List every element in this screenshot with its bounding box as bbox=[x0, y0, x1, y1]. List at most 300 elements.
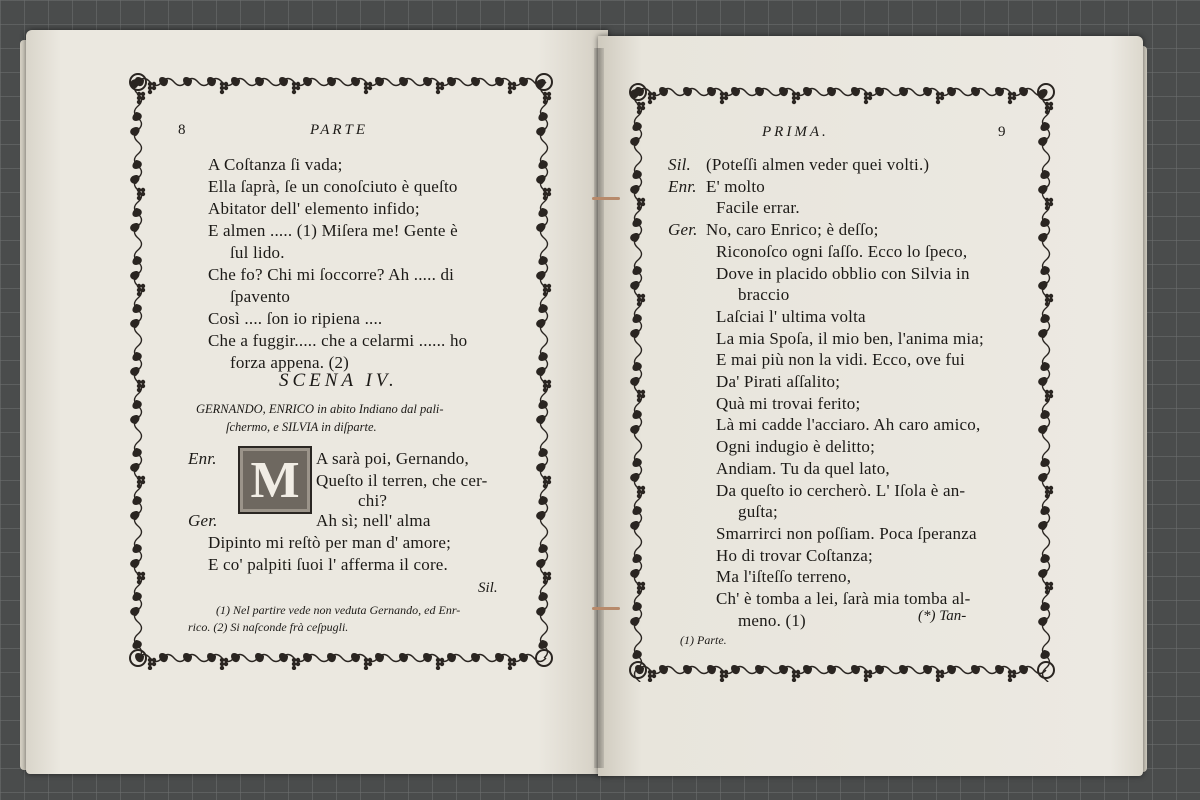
vine-leaf-icon bbox=[445, 651, 458, 664]
vine-leaf-icon bbox=[157, 651, 170, 664]
grape-icon bbox=[936, 92, 940, 96]
vine-leaf-icon bbox=[945, 85, 958, 98]
verse-line: chi? bbox=[358, 491, 388, 510]
grape-icon bbox=[1049, 394, 1053, 398]
grape-icon bbox=[641, 294, 645, 298]
grape-icon bbox=[152, 82, 156, 86]
grape-icon bbox=[637, 486, 641, 490]
grape-icon bbox=[148, 90, 152, 94]
vine-leaf-icon bbox=[535, 269, 548, 281]
vine-leaf-icon bbox=[629, 279, 642, 291]
speaker-label: Enr. bbox=[668, 176, 697, 196]
grape-icon bbox=[543, 484, 547, 488]
grape-icon bbox=[436, 90, 440, 94]
grape-icon bbox=[648, 674, 652, 678]
grape-icon bbox=[1045, 590, 1049, 594]
vine-leaf-icon bbox=[397, 651, 410, 664]
grape-icon bbox=[543, 480, 547, 484]
grape-icon bbox=[637, 206, 641, 210]
vine-leaf-icon bbox=[301, 651, 314, 664]
grape-icon bbox=[512, 82, 516, 86]
verse-line: Da' Pirati aſſalito; bbox=[716, 372, 841, 391]
grape-icon bbox=[637, 586, 641, 590]
grape-icon bbox=[137, 384, 141, 388]
grape-icon bbox=[637, 590, 641, 594]
grape-icon bbox=[148, 662, 152, 666]
grape-icon bbox=[724, 96, 728, 100]
vine-leaf-icon bbox=[129, 557, 142, 569]
vine-leaf-icon bbox=[493, 75, 506, 88]
vine-leaf-icon bbox=[1017, 85, 1030, 98]
grape-icon bbox=[512, 658, 516, 662]
vine-leaf-icon bbox=[157, 75, 170, 88]
verse-line: Ella ſaprà, ſe un conoſciuto è queſto bbox=[208, 177, 458, 196]
grape-icon bbox=[720, 100, 724, 104]
grape-icon bbox=[637, 298, 641, 302]
grape-icon bbox=[364, 666, 368, 670]
vine-leaf-icon bbox=[469, 651, 482, 664]
grape-icon bbox=[141, 188, 145, 192]
grape-icon bbox=[1045, 582, 1049, 586]
grape-icon bbox=[543, 100, 547, 104]
vine-leaf-icon bbox=[535, 461, 548, 473]
grape-icon bbox=[864, 96, 868, 100]
vine-leaf-icon bbox=[629, 471, 642, 483]
vine-leaf-icon bbox=[129, 317, 142, 329]
grape-icon bbox=[637, 102, 641, 106]
grape-icon bbox=[440, 658, 444, 662]
grape-icon bbox=[543, 384, 547, 388]
grape-icon bbox=[641, 486, 645, 490]
vine-leaf-icon bbox=[349, 75, 362, 88]
grape-icon bbox=[641, 198, 645, 202]
footnote: rico. (2) Si naſconde frà ceſpugli. bbox=[188, 620, 349, 634]
grape-icon bbox=[137, 92, 141, 96]
vine-leaf-icon bbox=[129, 269, 142, 281]
grape-icon bbox=[720, 92, 724, 96]
grape-icon bbox=[137, 292, 141, 296]
grape-icon bbox=[1049, 106, 1053, 110]
vine-leaf-icon bbox=[1017, 663, 1030, 676]
page-number: 8 bbox=[178, 122, 186, 138]
vine-leaf-icon bbox=[253, 75, 266, 88]
vine-leaf-icon bbox=[325, 651, 338, 664]
grape-icon bbox=[547, 476, 551, 480]
grape-icon bbox=[641, 202, 645, 206]
grape-icon bbox=[364, 82, 368, 86]
vine-leaf-icon bbox=[535, 365, 548, 377]
vine-leaf-icon bbox=[1037, 135, 1050, 147]
grape-icon bbox=[1049, 582, 1053, 586]
vine-leaf-icon bbox=[535, 605, 548, 617]
grape-icon bbox=[141, 288, 145, 292]
vine-leaf-icon bbox=[535, 317, 548, 329]
vine-leaf-icon bbox=[657, 85, 670, 98]
grape-icon bbox=[547, 96, 551, 100]
grape-icon bbox=[796, 96, 800, 100]
vine-leaf-icon bbox=[277, 75, 290, 88]
grape-icon bbox=[141, 96, 145, 100]
grape-icon bbox=[152, 662, 156, 666]
vine-leaf-icon bbox=[535, 125, 548, 137]
grape-icon bbox=[641, 106, 645, 110]
grape-icon bbox=[224, 86, 228, 90]
verse-line: E mai più non la vidi. Ecco, ove fui bbox=[716, 350, 965, 370]
grape-icon bbox=[1008, 674, 1012, 678]
grape-icon bbox=[940, 674, 944, 678]
vine-leaf-icon bbox=[129, 461, 142, 473]
vine-leaf-icon bbox=[535, 413, 548, 425]
vine-leaf-icon bbox=[229, 651, 242, 664]
grape-icon bbox=[292, 86, 296, 90]
grape-icon bbox=[543, 292, 547, 296]
vine-leaf-icon bbox=[517, 651, 530, 664]
grape-icon bbox=[940, 96, 944, 100]
grape-icon bbox=[364, 662, 368, 666]
grape-icon bbox=[1045, 106, 1049, 110]
grape-icon bbox=[637, 302, 641, 306]
vine-leaf-icon bbox=[993, 663, 1006, 676]
vine-leaf-icon bbox=[1037, 567, 1050, 579]
grape-icon bbox=[220, 658, 224, 662]
grape-icon bbox=[440, 662, 444, 666]
grape-icon bbox=[936, 96, 940, 100]
grape-icon bbox=[936, 100, 940, 104]
open-book bbox=[18, 22, 1153, 780]
grape-icon bbox=[364, 90, 368, 94]
speaker-label: Ger. bbox=[668, 220, 698, 240]
verse-line: Smarrirci non poſſiam. Poca ſperanza bbox=[716, 523, 977, 543]
vine-leaf-icon bbox=[705, 85, 718, 98]
vine-leaf-icon bbox=[629, 231, 642, 243]
verse-line: No, caro Enrico; è deſſo; bbox=[706, 220, 879, 240]
grape-icon bbox=[792, 674, 796, 678]
vine-leaf-icon bbox=[349, 651, 362, 664]
grape-icon bbox=[1049, 586, 1053, 590]
grape-icon bbox=[547, 480, 551, 484]
speaker-label: Enr. bbox=[188, 449, 217, 468]
grape-icon bbox=[637, 202, 641, 206]
grape-icon bbox=[652, 670, 656, 674]
grape-icon bbox=[543, 388, 547, 392]
verse-line: Riconoſco ogni ſaſſo. Ecco lo ſpeco, bbox=[716, 241, 968, 261]
grape-icon bbox=[720, 674, 724, 678]
grape-icon bbox=[440, 86, 444, 90]
vine-leaf-icon bbox=[729, 85, 742, 98]
vine-stem bbox=[138, 655, 546, 662]
verse-line: A sarà poi, Gernando, bbox=[316, 449, 469, 468]
grape-icon bbox=[1045, 302, 1049, 306]
grape-icon bbox=[543, 380, 547, 384]
grape-icon bbox=[137, 580, 141, 584]
vine-leaf-icon bbox=[469, 75, 482, 88]
grape-icon bbox=[440, 82, 444, 86]
grape-icon bbox=[940, 92, 944, 96]
grape-icon bbox=[641, 586, 645, 590]
grape-icon bbox=[868, 96, 872, 100]
vine-leaf-icon bbox=[753, 663, 766, 676]
grape-icon bbox=[1045, 202, 1049, 206]
grape-icon bbox=[1012, 92, 1016, 96]
vine-leaf-icon bbox=[801, 85, 814, 98]
verse-line: E almen ..... (1) Miſera me! Gente è bbox=[208, 221, 458, 240]
grape-icon bbox=[137, 100, 141, 104]
grape-icon bbox=[792, 92, 796, 96]
vine-leaf-icon bbox=[325, 75, 338, 88]
grape-icon bbox=[543, 192, 547, 196]
verse-line: Ah sì; nell' alma bbox=[316, 511, 431, 530]
grape-icon bbox=[1045, 206, 1049, 210]
vine-leaf-icon bbox=[801, 663, 814, 676]
vine-leaf-icon bbox=[777, 663, 790, 676]
binding-thread bbox=[592, 607, 620, 610]
vine-leaf-icon bbox=[873, 663, 886, 676]
grape-icon bbox=[796, 674, 800, 678]
vine-leaf-icon bbox=[205, 651, 218, 664]
verse-line: Abitator dell' elemento infido; bbox=[208, 199, 420, 218]
vine-leaf-icon bbox=[629, 567, 642, 579]
vine-leaf-icon bbox=[629, 183, 642, 195]
grape-icon bbox=[137, 196, 141, 200]
grape-icon bbox=[1049, 298, 1053, 302]
verse-line: Ch' è tomba a lei, ſarà mia tomba al- bbox=[716, 589, 971, 608]
grape-icon bbox=[137, 192, 141, 196]
vine-leaf-icon bbox=[129, 173, 142, 185]
grape-icon bbox=[1049, 390, 1053, 394]
grape-icon bbox=[137, 480, 141, 484]
grape-icon bbox=[543, 572, 547, 576]
grape-icon bbox=[720, 678, 724, 682]
grape-icon bbox=[512, 86, 516, 90]
grape-icon bbox=[792, 678, 796, 682]
vine-leaf-icon bbox=[1037, 423, 1050, 435]
vine-leaf-icon bbox=[1037, 375, 1050, 387]
grape-icon bbox=[220, 82, 224, 86]
vine-leaf-icon bbox=[181, 75, 194, 88]
grape-icon bbox=[720, 96, 724, 100]
verse-line: Così .... ſon io ripiena .... bbox=[208, 309, 383, 328]
verse-line: Queſto il terren, che cer- bbox=[316, 471, 488, 490]
grape-icon bbox=[220, 90, 224, 94]
grape-icon bbox=[436, 658, 440, 662]
vine-leaf-icon bbox=[705, 663, 718, 676]
right-page bbox=[598, 36, 1143, 776]
grape-icon bbox=[637, 110, 641, 114]
verse-line: Dipinto mi reſtò per man d' amore; bbox=[208, 533, 452, 552]
grape-icon bbox=[652, 96, 656, 100]
grape-icon bbox=[936, 670, 940, 674]
vine-leaf-icon bbox=[629, 615, 642, 627]
vine-leaf-icon bbox=[921, 85, 934, 98]
grape-icon bbox=[292, 82, 296, 86]
grape-icon bbox=[652, 92, 656, 96]
grape-icon bbox=[796, 670, 800, 674]
grape-icon bbox=[864, 670, 868, 674]
grape-icon bbox=[792, 100, 796, 104]
catchword: (*) Tan- bbox=[918, 608, 967, 624]
grape-icon bbox=[137, 576, 141, 580]
vine-stem bbox=[638, 89, 1046, 96]
grape-icon bbox=[792, 670, 796, 674]
vine-leaf-icon bbox=[373, 651, 386, 664]
grape-icon bbox=[508, 86, 512, 90]
vine-leaf-icon bbox=[681, 663, 694, 676]
grape-icon bbox=[296, 86, 300, 90]
grape-icon bbox=[868, 674, 872, 678]
grape-icon bbox=[364, 658, 368, 662]
running-head: PARTE bbox=[310, 122, 369, 138]
grape-icon bbox=[637, 390, 641, 394]
grape-icon bbox=[648, 100, 652, 104]
grape-icon bbox=[543, 92, 547, 96]
grape-icon bbox=[543, 188, 547, 192]
vine-leaf-icon bbox=[969, 663, 982, 676]
grape-icon bbox=[224, 658, 228, 662]
verse-line: Da queſto io cercherò. L' Iſola è an- bbox=[716, 480, 966, 500]
grape-icon bbox=[368, 86, 372, 90]
grape-icon bbox=[1049, 486, 1053, 490]
scene-title: SCENA IV. bbox=[279, 370, 398, 391]
verse-line: Ogni indugio è delitto; bbox=[716, 437, 876, 457]
cast-line: GERNANDO, ENRICO in abito Indiano dal pali- bbox=[196, 402, 444, 416]
grape-icon bbox=[137, 284, 141, 288]
book-gutter bbox=[594, 48, 604, 768]
verse-line: Che fo? Chi mi ſoccorre? Ah ..... di bbox=[208, 265, 455, 284]
running-head: PRIMA. bbox=[762, 124, 829, 140]
vine-leaf-icon bbox=[129, 221, 142, 233]
grape-icon bbox=[1045, 394, 1049, 398]
grape-icon bbox=[547, 188, 551, 192]
grape-icon bbox=[724, 674, 728, 678]
grape-icon bbox=[220, 662, 224, 666]
vine-leaf-icon bbox=[993, 85, 1006, 98]
catchword: Sil. bbox=[478, 580, 498, 596]
grape-icon bbox=[224, 82, 228, 86]
verse-line: Che a fuggir..... che a celarmi ...... ho bbox=[208, 331, 468, 350]
vine-leaf-icon bbox=[1037, 615, 1050, 627]
grape-icon bbox=[292, 662, 296, 666]
verse-line: (Poteſſi almen veder quei volti.) bbox=[706, 155, 930, 174]
vine-leaf-icon bbox=[301, 75, 314, 88]
grape-icon bbox=[1008, 678, 1012, 682]
grape-icon bbox=[547, 92, 551, 96]
grape-icon bbox=[648, 96, 652, 100]
grape-icon bbox=[543, 580, 547, 584]
grape-icon bbox=[137, 288, 141, 292]
vine-leaf-icon bbox=[657, 663, 670, 676]
verse-line: Ho di trovar Coſtanza; bbox=[716, 545, 873, 565]
grape-icon bbox=[637, 494, 641, 498]
grape-icon bbox=[641, 582, 645, 586]
grape-icon bbox=[148, 666, 152, 670]
grape-icon bbox=[141, 192, 145, 196]
grape-icon bbox=[141, 92, 145, 96]
grape-icon bbox=[641, 102, 645, 106]
grape-icon bbox=[148, 82, 152, 86]
grape-icon bbox=[543, 476, 547, 480]
vine-leaf-icon bbox=[129, 509, 142, 521]
grape-icon bbox=[141, 284, 145, 288]
vine-leaf-icon bbox=[1037, 471, 1050, 483]
grape-icon bbox=[1045, 390, 1049, 394]
verse-line: E' molto bbox=[706, 176, 765, 196]
vine-leaf-icon bbox=[849, 85, 862, 98]
grape-icon bbox=[1012, 670, 1016, 674]
grape-icon bbox=[547, 384, 551, 388]
grape-icon bbox=[637, 490, 641, 494]
grape-icon bbox=[368, 662, 372, 666]
grape-icon bbox=[648, 678, 652, 682]
grape-icon bbox=[724, 670, 728, 674]
grape-icon bbox=[436, 666, 440, 670]
grape-icon bbox=[137, 188, 141, 192]
vine-leaf-icon bbox=[921, 663, 934, 676]
vine-leaf-icon bbox=[777, 85, 790, 98]
grape-icon bbox=[292, 666, 296, 670]
grape-icon bbox=[292, 90, 296, 94]
grape-icon bbox=[637, 294, 641, 298]
grape-icon bbox=[1045, 490, 1049, 494]
grape-icon bbox=[1049, 202, 1053, 206]
vine-leaf-icon bbox=[277, 651, 290, 664]
grape-icon bbox=[508, 658, 512, 662]
vine-leaf-icon bbox=[517, 75, 530, 88]
vine-leaf-icon bbox=[1037, 231, 1050, 243]
grape-icon bbox=[547, 192, 551, 196]
verse-line: Dove in placido obblio con Silvia in bbox=[716, 263, 970, 283]
vine-leaf-icon bbox=[535, 221, 548, 233]
grape-icon bbox=[648, 670, 652, 674]
vine-leaf-icon bbox=[897, 663, 910, 676]
verse-line: Facile errar. bbox=[716, 198, 800, 218]
drop-cap: M bbox=[238, 446, 312, 514]
grape-icon bbox=[543, 576, 547, 580]
grape-icon bbox=[1008, 92, 1012, 96]
grape-icon bbox=[720, 670, 724, 674]
vine-leaf-icon bbox=[825, 663, 838, 676]
vine-leaf-icon bbox=[681, 85, 694, 98]
left-page bbox=[26, 30, 608, 774]
grape-icon bbox=[547, 576, 551, 580]
grape-icon bbox=[141, 480, 145, 484]
vine-leaf-icon bbox=[373, 75, 386, 88]
grape-icon bbox=[637, 106, 641, 110]
grape-icon bbox=[637, 198, 641, 202]
grape-icon bbox=[637, 394, 641, 398]
vine-leaf-icon bbox=[129, 413, 142, 425]
vine-leaf-icon bbox=[129, 365, 142, 377]
vine-leaf-icon bbox=[229, 75, 242, 88]
verse-line: Là mi cadde l'acciaro. Ah caro amico, bbox=[716, 415, 981, 435]
vine-leaf-icon bbox=[629, 423, 642, 435]
grape-icon bbox=[1045, 486, 1049, 490]
grape-icon bbox=[543, 196, 547, 200]
grape-icon bbox=[864, 92, 868, 96]
grape-icon bbox=[1049, 490, 1053, 494]
grape-icon bbox=[296, 658, 300, 662]
vine-leaf-icon bbox=[897, 85, 910, 98]
verse-line: braccio bbox=[738, 285, 790, 305]
grape-icon bbox=[543, 96, 547, 100]
grape-icon bbox=[508, 90, 512, 94]
grape-icon bbox=[547, 380, 551, 384]
vine-leaf-icon bbox=[729, 663, 742, 676]
grape-icon bbox=[1045, 398, 1049, 402]
vine-leaf-icon bbox=[1037, 279, 1050, 291]
grape-icon bbox=[148, 86, 152, 90]
vine-leaf-icon bbox=[969, 85, 982, 98]
grape-icon bbox=[796, 92, 800, 96]
